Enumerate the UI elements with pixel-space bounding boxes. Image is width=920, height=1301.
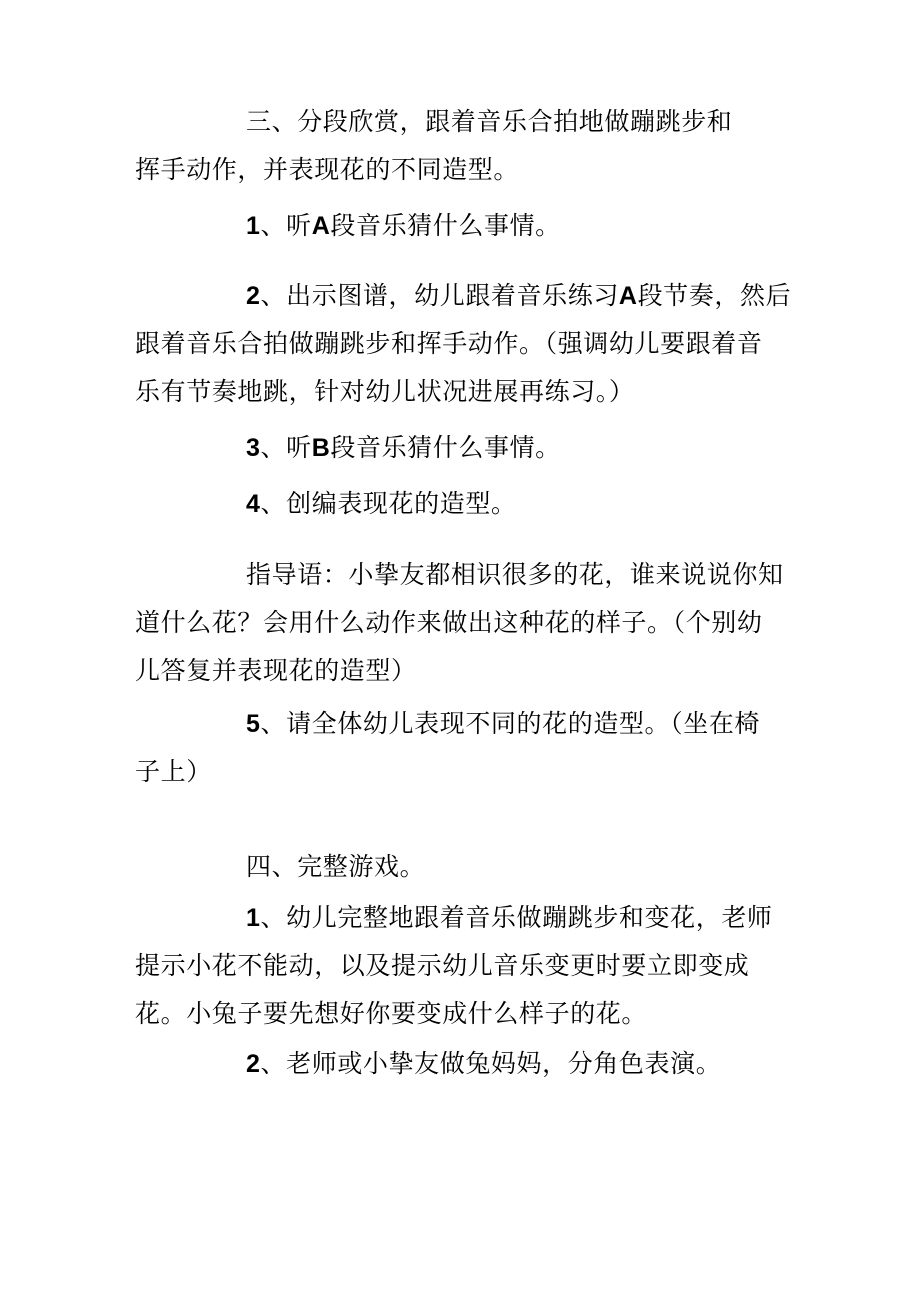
s4-item-2: 2、老师或小挚友做兔妈妈，分角色表演。 xyxy=(246,1049,722,1078)
item-number: 4 xyxy=(246,490,261,518)
item-number: 1 xyxy=(246,904,261,932)
item-number: 5 xyxy=(246,710,261,738)
s3-item-5: 5、请全体幼儿表现不同的花的造型。（坐在椅 xyxy=(246,709,761,738)
section-letter: A xyxy=(618,282,638,310)
section-3-heading-cont: 挥手动作，并表现花的不同造型。 xyxy=(135,155,520,184)
s4-item-1: 1、幼儿完整地跟着音乐做蹦跳步和变花，老师 xyxy=(246,903,773,932)
s3-item-2-line2: 跟着音乐合拍做蹦跳步和挥手动作。（强调幼儿要跟着音 xyxy=(135,329,763,358)
s4-item-1-line3: 花。小兔子要先想好你要变成什么样子的花。 xyxy=(135,999,648,1028)
guide-text: 指导语：小挚友都相识很多的花，谁来说说你知 xyxy=(246,560,784,589)
s3-item-2-line3: 乐有节奏地跳，针对幼儿状况进展再练习。） xyxy=(135,377,635,406)
section-letter: A xyxy=(311,212,331,240)
s3-item-2: 2、出示图谱，幼儿跟着音乐练习A段节奏，然后 xyxy=(246,281,792,310)
section-4-heading: 四、完整游戏。 xyxy=(246,852,426,881)
item-number: 3 xyxy=(246,434,261,462)
item-number: 1 xyxy=(246,212,261,240)
section-3-heading-line1: 三、分段欣赏，跟着音乐合拍地做蹦跳步和 xyxy=(246,107,733,136)
item-number: 2 xyxy=(246,1050,261,1078)
s3-item-1: 1、听A段音乐猜什么事情。 xyxy=(246,211,561,240)
s4-item-1-line2: 提示小花不能动，以及提示幼儿音乐变更时要立即变成 xyxy=(135,951,750,980)
section-letter: B xyxy=(311,434,331,462)
s3-item-4: 4、创编表现花的造型。 xyxy=(246,489,517,518)
guide-text-line2: 道什么花？会用什么动作来做出这种花的样子。（个别幼 xyxy=(135,608,763,637)
item-number: 2 xyxy=(246,282,261,310)
s3-item-5-line2: 子上） xyxy=(135,757,212,786)
s3-item-3: 3、听B段音乐猜什么事情。 xyxy=(246,433,561,462)
section-3-heading xyxy=(246,102,732,142)
guide-text-line3: 儿答复并表现花的造型） xyxy=(135,656,417,685)
